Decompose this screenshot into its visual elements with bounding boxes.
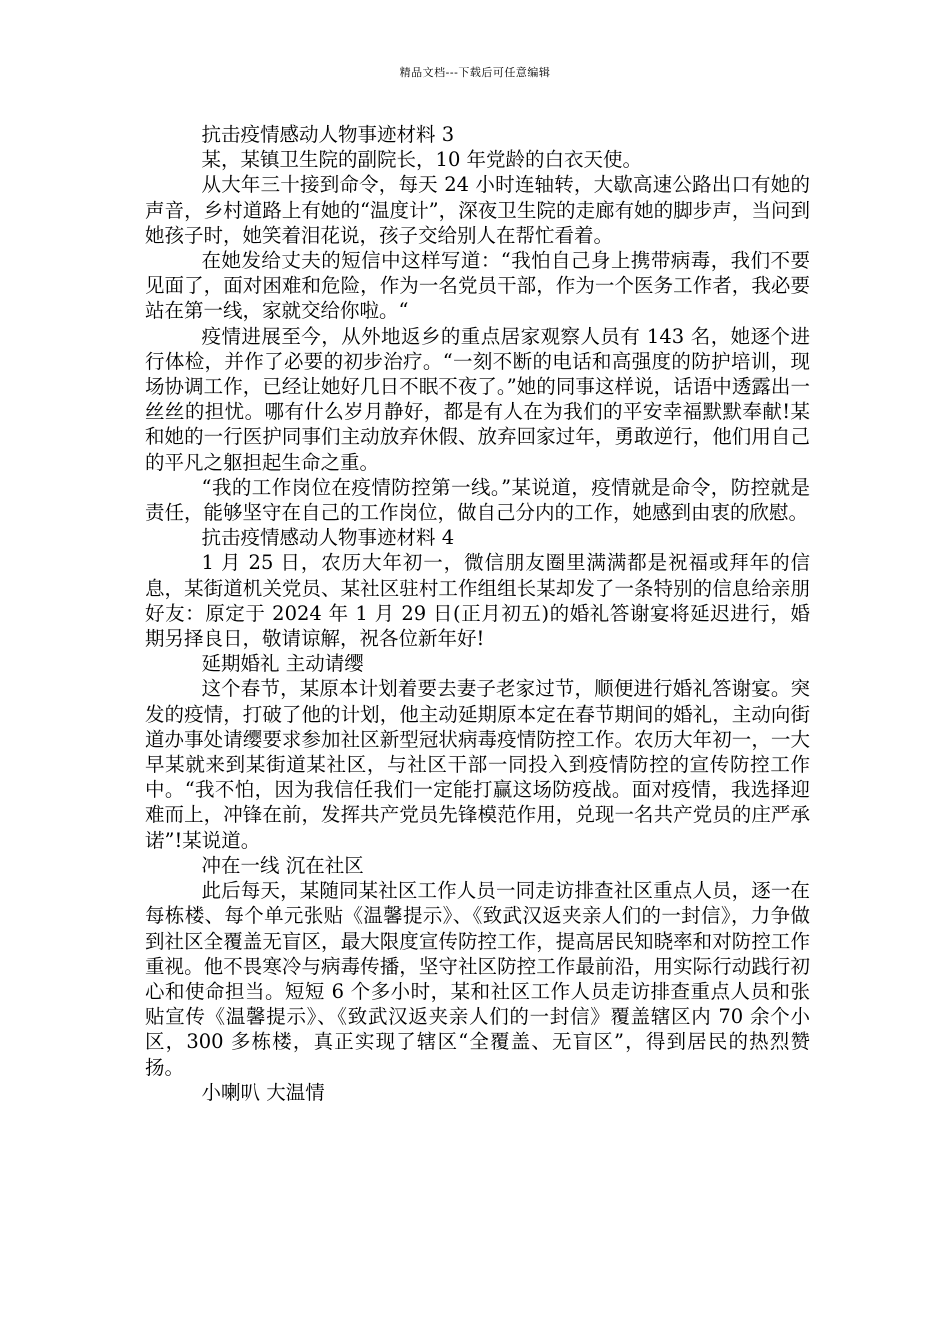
paragraph: 疫情进展至今，从外地返乡的重点居家观察人员有 143 名，她逐个进行体检，并作了必要的初步治疗。“一刻不断的电话和高强度的防护培训，现场协调工作，已经让她好几日不眠不夜了。”她的同事这样说，话语中透露出一丝丝的担忧。哪有什么岁月静好，都是有人在为我们的平安幸福默默奉献!某和她的一行医护同事们主动放弃休假、放弃回家过年，勇敢逆行，他们用自己的平凡之躯担起生命之重。 [145,324,810,474]
section-heading: 抗击疫情感动人物事迹材料 4 [201,526,455,550]
paragraph: 1 月 25 日，农历大年初一，微信朋友圈里满满都是祝福或拜年的信息，某街道机关党员、某社区驻村工作组组长某却发了一条特别的信息给亲朋好友：原定于 2024 年 1 月 29 日(正月初五)的婚礼答谢宴将延迟进行，婚期另择良日，敬请谅解，祝各位新年好! [145,551,810,651]
subsection-heading: 小喇叭 大温情 [201,1080,325,1104]
subsection-heading: 冲在一线 沉在社区 [201,853,364,877]
paragraph: “我的工作岗位在疫情防控第一线。”某说道，疫情就是命令，防控就是责任，能够坚守在自己的工作岗位，做自己分内的工作，她感到由衷的欣慰。 [145,475,810,525]
paragraph: 某，某镇卫生院的副院长，10 年党龄的白衣天使。 [201,148,643,172]
paragraph: 从大年三十接到命令，每天 24 小时连轴转，大歇高速公路出口有她的声音，乡村道路上有她的“温度计”，深夜卫生院的走廊有她的脚步声，当问到她孩子时，她笑着泪花说，孩子交给别人在帮忙看着。 [145,173,810,247]
paragraph: 这个春节，某原本计划着要去妻子老家过节，顺便进行婚礼答谢宴。突发的疫情，打破了他的计划，他主动延期原本定在春节期间的婚礼，主动向街道办事处请缨要求参加社区新型冠状病毒疫情防控工作。农历大年初一，一大早某就来到某街道某社区，与社区干部一同投入到疫情防控的宣传防控工作中。“我不怕，因为我信任我们一定能打赢这场防疫战。面对疫情，我选择迎难而上，冲锋在前，发挥共产党员先锋模范作用，兑现一名共产党员的庄严承诺”!某说道。 [145,677,810,852]
subsection-heading: 延期婚礼 主动请缨 [201,652,364,676]
page-header: 精品文档---下载后可任意编辑 [399,66,551,79]
document-body [145,122,810,1105]
paragraph: 此后每天，某随同某社区工作人员一同走访排查社区重点人员，逐一在每栋楼、每个单元张贴《温馨提示》、《致武汉返夹亲人们的一封信》，力争做到社区全覆盖无盲区，最大限度宣传防控工作，提高居民知晓率和对防控工作重视。他不畏寒冷与病毒传播，坚守社区防控工作最前沿，用实际行动践行初心和使命担当。短短 6 个多小时，某和社区工作人员走访排查重点人员和张贴宣传《温馨提示》、《致武汉返夹亲人们的一封信》覆盖辖区内 70 余个小区，300 多栋楼，真正实现了辖区“全覆盖、无盲区”，得到居民的热烈赞扬。 [145,879,810,1079]
paragraph: 在她发给丈夫的短信中这样写道：“我怕自己身上携带病毒，我们不要见面了，面对困难和危险，作为一名党员干部，作为一个医务工作者，我必要站在第一线，家就交给你啦。“ [145,249,810,323]
section-heading: 抗击疫情感动人物事迹材料 3 [201,123,455,146]
